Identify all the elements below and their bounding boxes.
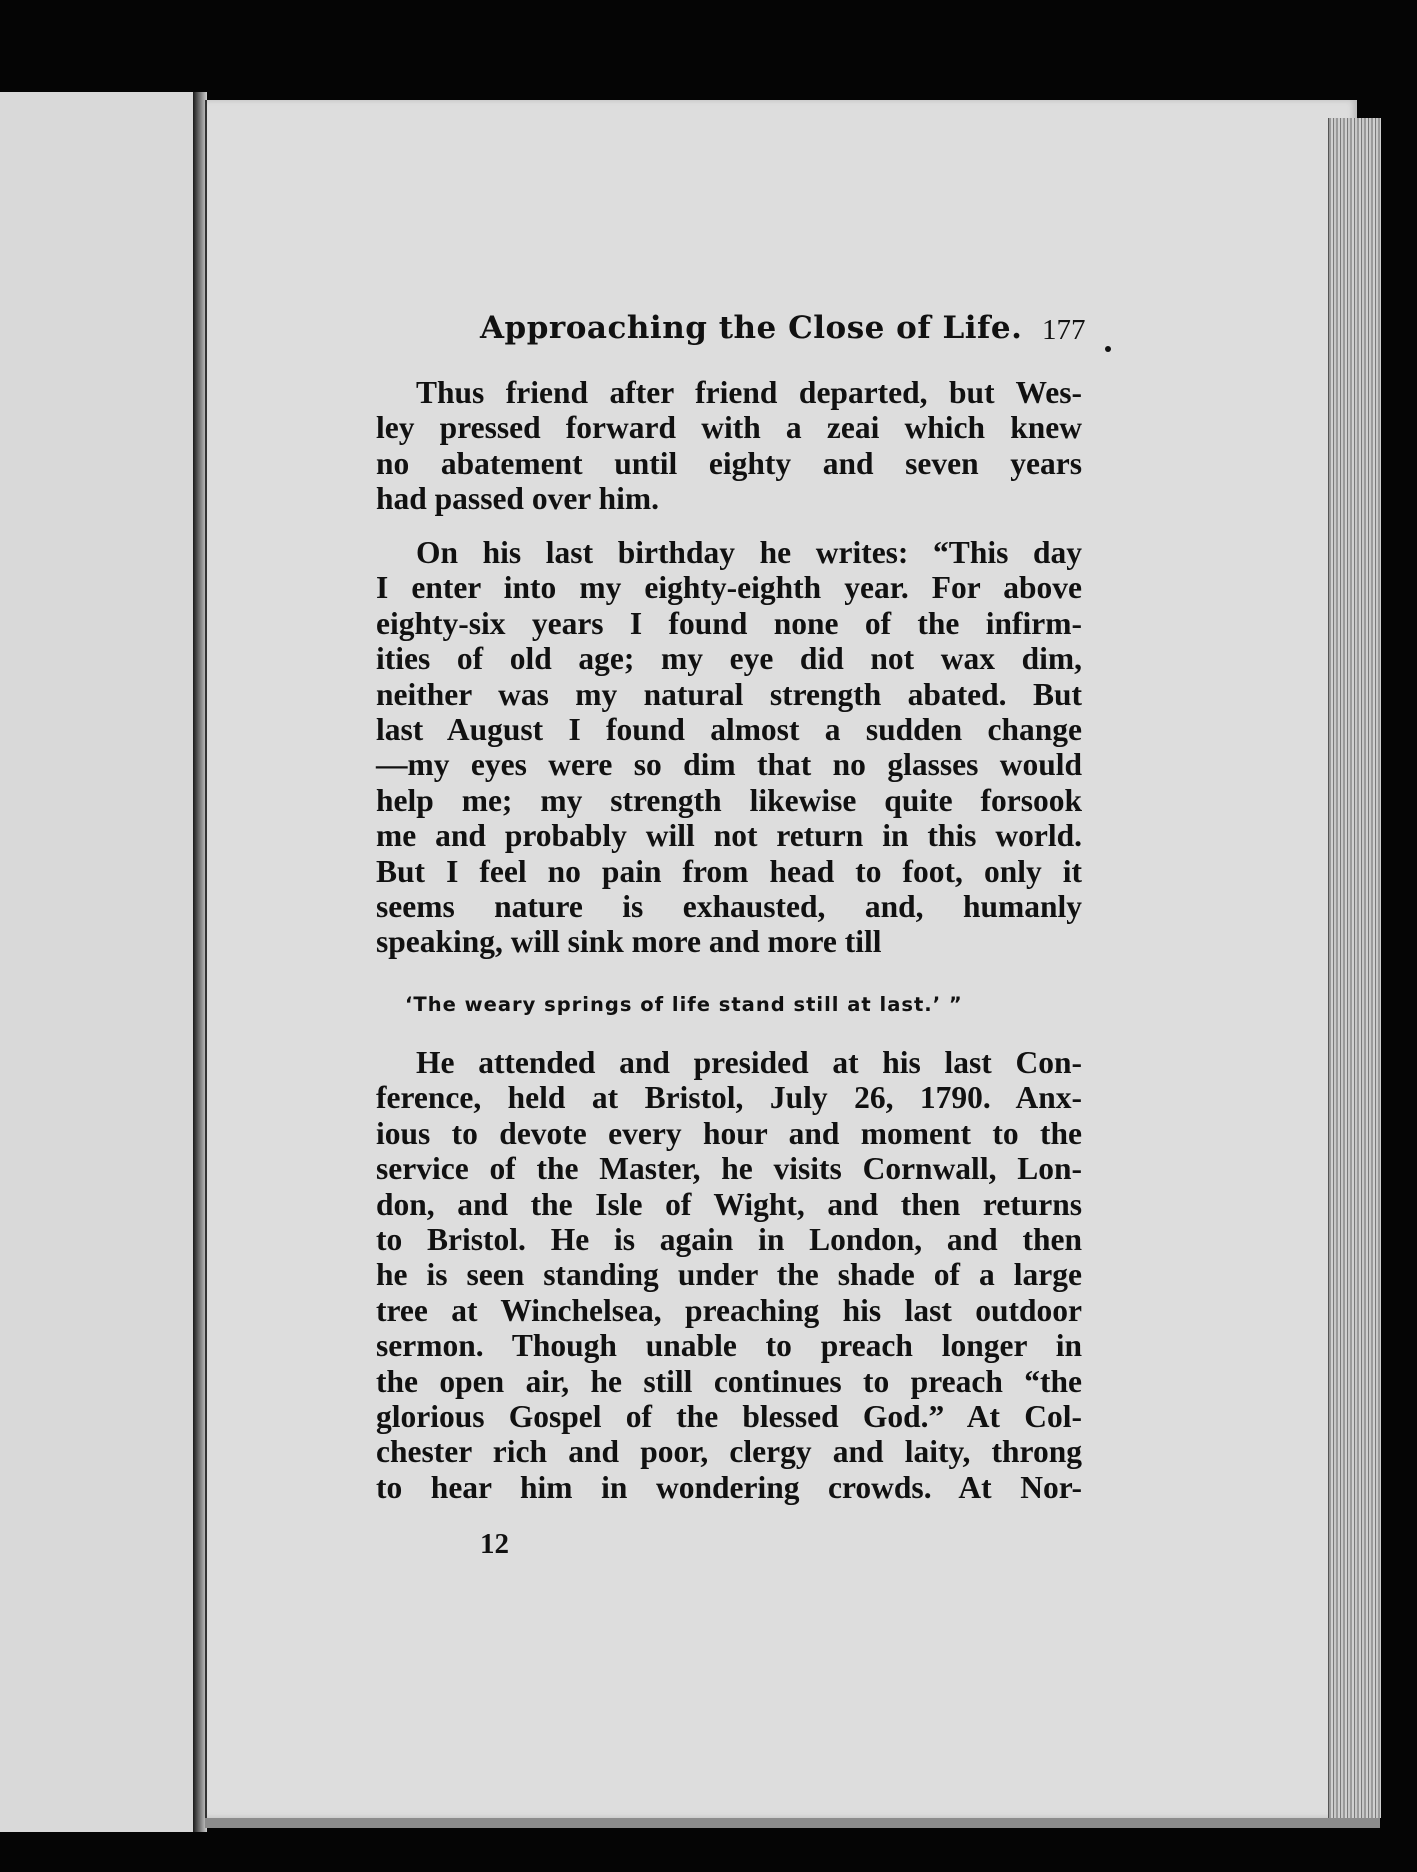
text-line: sermon. Though unable to preach longer in [376, 1328, 1082, 1364]
text-line: to hear him in wondering crowds. At Nor- [376, 1469, 1082, 1505]
paragraph-1 [376, 375, 1082, 517]
text-line: had passed over him. [376, 481, 659, 517]
text-line: glorious Gospel of the blessed God.” At Col- [376, 1398, 1082, 1434]
text-line: to Bristol. He is again in London, and then [376, 1221, 1082, 1257]
text-line: He attended and presided at his last Con- [416, 1045, 1082, 1080]
page-bottom-edge [205, 1818, 1380, 1828]
text-line: service of the Master, he visits Cornwall, Lon- [376, 1151, 1082, 1187]
text-line: On his last birthday he writes: “This day [416, 535, 1082, 570]
text-line: speaking, will sink more and more till [376, 924, 882, 960]
text-line: no abatement until eighty and seven years [376, 445, 1082, 481]
text-line: me and probably will not return in this world. [376, 818, 1082, 854]
text-line: chester rich and poor, clergy and laity, throng [376, 1434, 1082, 1470]
text-line: eighty-six years I found none of the infirm- [376, 605, 1082, 641]
paragraph-2 [376, 535, 1082, 960]
left-page-edge [0, 92, 196, 1832]
signature-mark: 12 [480, 1528, 509, 1560]
text-line: he is seen standing under the shade of a large [376, 1257, 1082, 1293]
text-line: I enter into my eighty-eighth year. For above [376, 570, 1082, 606]
text-line: help me; my strength likewise quite forsook [376, 782, 1082, 818]
running-head-title: Approaching the Close of Life. [480, 310, 1023, 346]
text-line: Thus friend after friend departed, but Wes- [416, 375, 1082, 410]
text-line: ious to devote every hour and moment to the [376, 1115, 1082, 1151]
text-line: ities of old age; my eye did not wax dim, [376, 641, 1082, 677]
page-fore-edge [1328, 118, 1381, 1818]
text-line: seems nature is exhausted, and, humanly [376, 888, 1082, 924]
paragraph-3 [376, 1045, 1082, 1505]
text-line: ference, held at Bristol, July 26, 1790. Anx- [376, 1080, 1082, 1116]
text-line: the open air, he still continues to preach “the [376, 1363, 1082, 1399]
text-line: —my eyes were so dim that no glasses would [376, 747, 1082, 783]
ink-dot [1105, 346, 1111, 352]
text-line: But I feel no pain from head to foot, only it [376, 853, 1082, 889]
text-line: neither was my natural strength abated. But [376, 676, 1082, 712]
text-line: tree at Winchelsea, preaching his last outdoor [376, 1292, 1082, 1328]
text-line: don, and the Isle of Wight, and then returns [376, 1186, 1082, 1222]
running-head [480, 310, 1100, 360]
page-number: 177 [1042, 314, 1086, 346]
block-quote: ‘The weary springs of life stand still at last.’ ” [405, 993, 963, 1016]
text-line: ley pressed forward with a zeai which knew [376, 410, 1082, 446]
text-line: last August I found almost a sudden change [376, 711, 1082, 747]
